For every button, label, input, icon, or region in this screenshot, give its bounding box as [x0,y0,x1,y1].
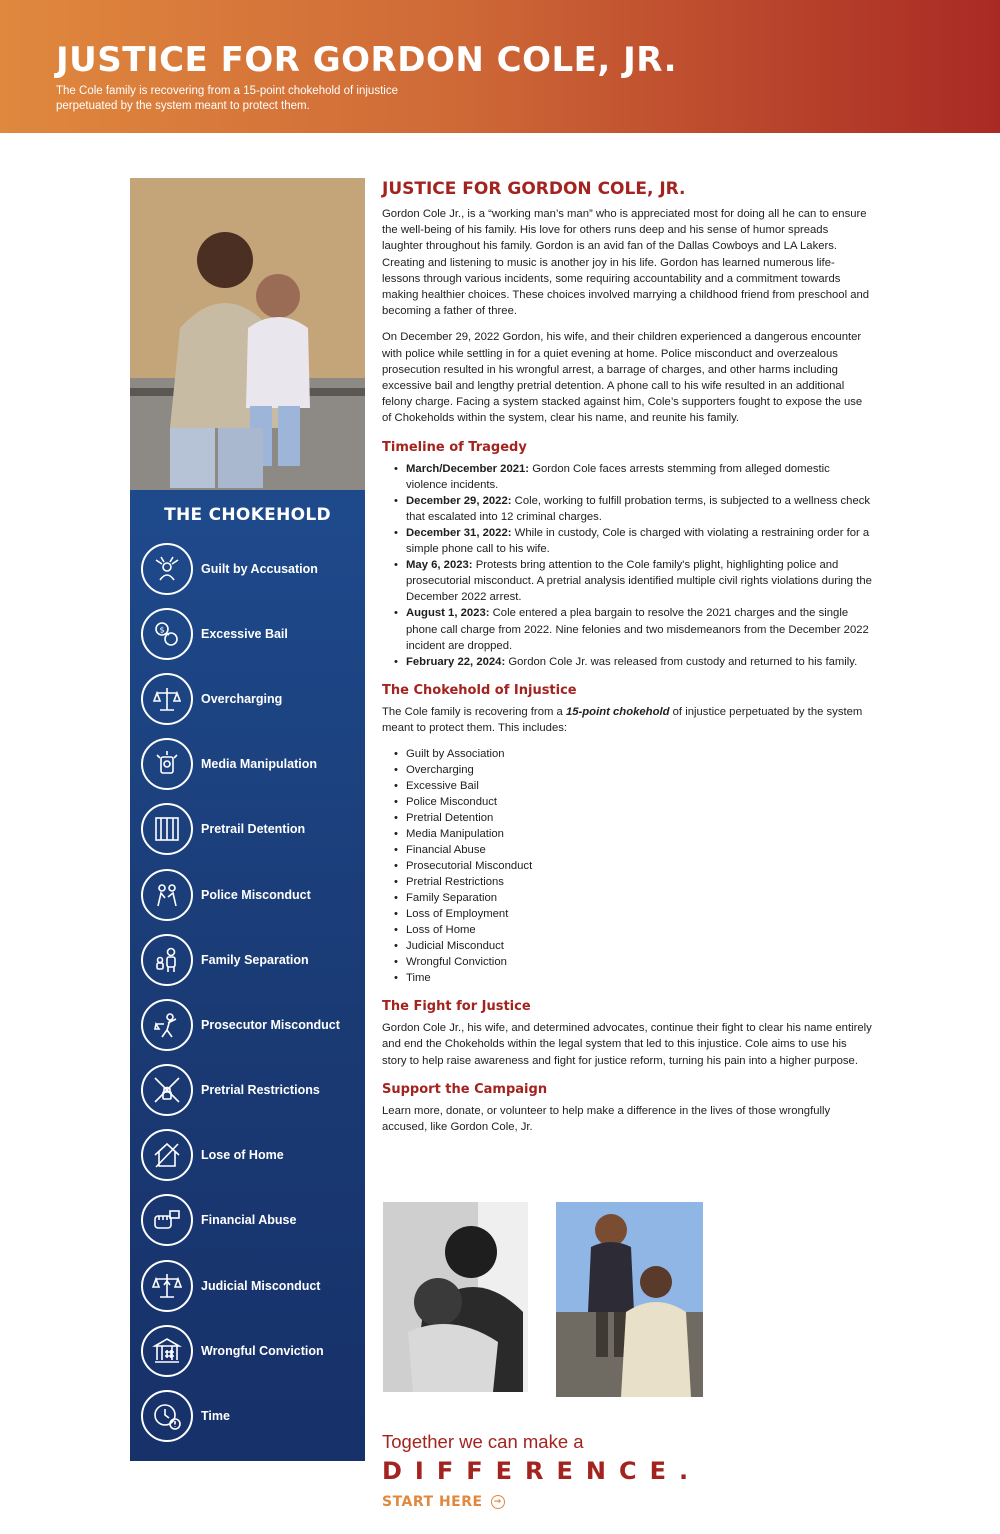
timeline-item [394,654,872,670]
timeline-date: March/December 2021: [406,462,530,475]
timeline-text: Protests bring attention to the Cole family's plight, highlighting police and prosecutorial misconduct. A pretrial analysis identified multiple civil rights violations during the December 2022 arrest. [406,559,872,604]
timeline-item [394,461,872,493]
chokehold-item-label: Guilt by Accusation [201,561,318,576]
media-icon [141,738,193,790]
courthouse-icon [141,1325,193,1377]
list-item: • Pretrial Detention [394,810,872,826]
timeline-item [394,493,872,525]
timeline-date: December 29, 2022: [406,494,512,507]
judicial-icon [141,1260,193,1312]
timeline-list [382,461,872,670]
chokehold-item-label: Pretrial Restrictions [201,1083,320,1098]
chokehold-item [130,1188,365,1253]
timeline-text: Cole, working to fulfill probation terms, is subjected to a wellness check that escalated into 12 criminal charges. [406,494,871,523]
injustice-intro-pre: The Cole family is recovering from a [382,705,566,718]
prosecutor-icon [141,999,193,1051]
header-banner [0,0,1000,133]
chokehold-item [130,797,365,862]
chokehold-item [130,732,365,797]
cell-icon [141,803,193,855]
list-item: • Loss of Home [394,922,872,938]
banner-subtitle: The Cole family is recovering from a 15-point chokehold of injustice perpetuated by the system meant to protect them. [56,85,398,112]
home-icon [141,1129,193,1181]
family-photo-color-illustration [556,1202,703,1397]
chokehold-item-label: Lose of Home [201,1148,284,1163]
list-item: • Loss of Employment [394,906,872,922]
accusation-icon [141,543,193,595]
chains-icon [141,1064,193,1116]
list-item: • Guilt by Association [394,746,872,762]
call-to-action [382,1430,782,1511]
family-photo-color [556,1202,703,1397]
chokehold-item-label: Police Misconduct [201,887,311,902]
list-item: • Police Misconduct [394,794,872,810]
hero-photo [130,178,365,490]
family-icon [141,934,193,986]
svg-text:$: $ [159,625,165,635]
list-item: • Family Separation [394,890,872,906]
chokehold-item [130,1253,365,1318]
cta-tagline: Together we can make a [382,1431,584,1452]
chokehold-item [130,536,365,601]
list-item: • Wrongful Conviction [394,954,872,970]
start-here-label: START HERE [382,1494,483,1510]
chokehold-item [130,862,365,927]
chokehold-item-label: Excessive Bail [201,626,288,641]
bail-icon [141,608,193,660]
timeline-date: August 1, 2023: [406,607,490,620]
fight-paragraph: Gordon Cole Jr., his wife, and determined advocates, continue their fight to clear his name entirely and end the Chokeholds within the legal system that led to this injustice. Cole aims to use his story to help raise awareness and fight for justice reform, turning his pain into a higher purpose. [382,1022,872,1067]
list-item: • Time [394,970,872,986]
list-item: • Pretrial Restrictions [394,874,872,890]
injustice-heading: The Chokehold of Injustice [382,682,577,698]
chokehold-item-label: Overcharging [201,691,283,706]
list-item: • Overcharging [394,762,872,778]
chokehold-item [130,992,365,1057]
timeline-text: Cole entered a plea bargain to resolve the 2021 charges and the single phone call charge from 2022. Nine felonies and two misdemeanors from the December 2022 incident are dropped. [406,607,869,652]
start-here-button[interactable] [382,1494,505,1510]
chokehold-item-label: Time [201,1409,230,1424]
timeline-text: While in custody, Cole is charged with violating a restraining order for a simple phone call to his wife. [406,527,870,556]
injustice-list [382,746,872,986]
timeline-date: December 31, 2022: [406,527,512,540]
injustice-intro-post: of injustice perpetuated by the system meant to protect them. This includes: [382,705,863,735]
fight-heading: The Fight for Justice [382,999,531,1015]
chokehold-item-label: Wrongful Conviction [201,1343,324,1358]
timeline-item [394,557,872,605]
chokehold-item [130,1383,365,1448]
chokehold-item-label: Pretrail Detention [201,822,306,837]
timeline-item [394,605,872,653]
arrow-right-icon: → [491,1495,505,1509]
chokehold-item [130,1123,365,1188]
timeline-heading: Timeline of Tragedy [382,439,527,455]
chokehold-item [130,666,365,731]
main-content [382,178,872,1135]
police-icon [141,869,193,921]
photo-row [383,1202,703,1397]
timeline-text: Gordon Cole faces arrests stemming from alleged domestic violence incidents. [406,462,830,491]
list-item: • Judicial Misconduct [394,938,872,954]
chokehold-heading: THE CHOKEHOLD [164,505,331,525]
family-photo-bw-illustration [383,1202,528,1392]
cta-difference: DIFFERENCE. [382,1457,702,1485]
chokehold-item-label: Family Separation [201,952,309,967]
support-heading: Support the Campaign [382,1081,548,1097]
list-item: • Prosecutorial Misconduct [394,858,872,874]
bio-paragraph: Gordon Cole Jr., is a “working man’s man” who is appreciated most for doing all he can to ensure the well-being of his family. His love for others runs deep and his sense of humor spreads laughter throughout his family. Gordon is an avid fan of the Dallas Cowboys and LA Lakers. Creating and listening to music is another joy in his life. Gordon has learned numerous life-lessons through various incidents, some requiring accountability and a commitment towards making healthier choices. These choices involved marrying a childhood friend from preschool and becoming a father of three. [382,208,870,318]
timeline-text: Gordon Cole Jr. was released from custody and returned to his family. [505,655,858,668]
chokehold-item [130,1318,365,1383]
chokehold-item-label: Judicial Misconduct [201,1278,321,1293]
chokehold-item-label: Media Manipulation [201,757,317,772]
timeline-item [394,525,872,557]
list-item: • Excessive Bail [394,778,872,794]
article-title: JUSTICE FOR GORDON COLE, JR. [382,179,686,199]
chokehold-item [130,1058,365,1123]
chokehold-item-label: Financial Abuse [201,1213,297,1228]
list-item: • Media Manipulation [394,826,872,842]
chokehold-panel [130,490,365,1461]
banner-title: JUSTICE FOR GORDON COLE, JR. [56,40,678,80]
injustice-intro [382,704,872,736]
timeline-date: February 22, 2024: [406,655,506,668]
list-item: • Financial Abuse [394,842,872,858]
chokehold-item [130,601,365,666]
incident-paragraph: On December 29, 2022 Gordon, his wife, and their children experienced a dangerous encounter with police while settling in for a quiet evening at home. Police misconduct and overzealous prosecution resulted in his wrongful arrest, a barrage of charges, and other harms including excessive bail and lengthy pretrial detention. A phone call to his wife resulted in an additional felony charge. Facing a system stacked against him, Cole’s supporters fought to expose the use of Chokeholds within the system, clear his name, and reunite his family. [382,331,863,425]
injustice-intro-emphasis: 15-point chokehold [565,705,670,718]
left-column [130,178,365,1461]
hero-photo-illustration [130,178,365,490]
support-paragraph: Learn more, donate, or volunteer to help make a difference in the lives of those wrongfully accused, like Gordon Cole, Jr. [382,1104,831,1134]
fist-money-icon [141,1194,193,1246]
clock-icon [141,1390,193,1442]
timeline-date: May 6, 2023: [406,559,473,572]
chokehold-item [130,927,365,992]
family-photo-bw [383,1202,528,1392]
chokehold-item-label: Prosecutor Misconduct [201,1017,340,1032]
scales-icon [141,673,193,725]
